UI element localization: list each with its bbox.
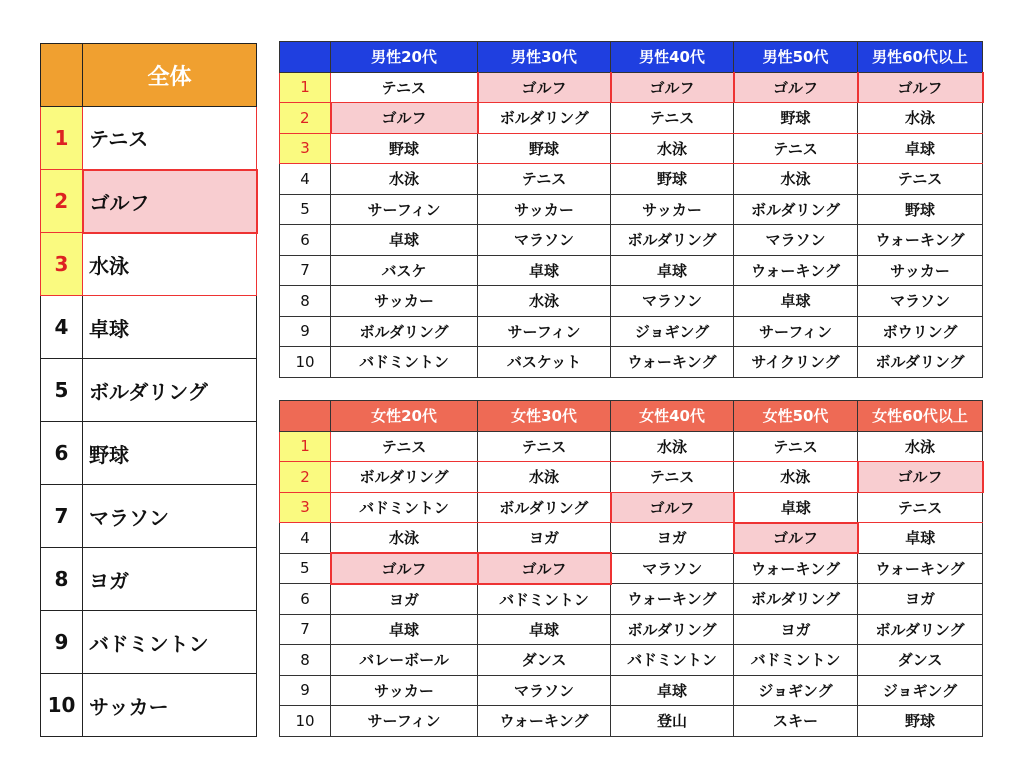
male-rank: 3 <box>280 133 331 164</box>
overall-row <box>41 548 257 611</box>
male-sport-cell: 水泳 <box>734 164 858 195</box>
female-header-20s: 女性20代 <box>331 401 478 432</box>
female-sport-cell: バレーボール <box>331 645 478 676</box>
female-sport-cell: サーフィン <box>331 706 478 737</box>
female-row <box>280 675 983 706</box>
male-row <box>280 255 983 286</box>
male-header-30s: 男性30代 <box>478 42 611 73</box>
male-sport-cell: ゴルフ <box>331 103 478 134</box>
male-sport-cell: 水泳 <box>331 164 478 195</box>
overall-rank: 6 <box>41 422 83 485</box>
male-sport-cell: テニス <box>734 133 858 164</box>
male-row <box>280 347 983 378</box>
female-header-40s: 女性40代 <box>611 401 734 432</box>
female-sport-cell: テニス <box>858 492 983 523</box>
male-sport-cell: マラソン <box>611 286 734 317</box>
male-header-40s: 男性40代 <box>611 42 734 73</box>
male-row <box>280 286 983 317</box>
male-sport-cell: 水泳 <box>611 133 734 164</box>
male-sport-cell: マラソン <box>478 225 611 256</box>
male-sport-cell: テニス <box>331 72 478 103</box>
female-sport-cell: ウォーキング <box>858 553 983 584</box>
female-sport-cell: 水泳 <box>611 431 734 462</box>
female-row <box>280 462 983 493</box>
male-sport-cell: 水泳 <box>478 286 611 317</box>
female-sport-cell: ボルダリング <box>734 584 858 615</box>
female-sport-cell: バドミントン <box>331 492 478 523</box>
female-row <box>280 431 983 462</box>
male-sport-cell: テニス <box>478 164 611 195</box>
male-sport-cell: ボルダリング <box>478 103 611 134</box>
female-sport-cell: ゴルフ <box>331 553 478 584</box>
female-sport-cell: ボルダリング <box>331 462 478 493</box>
female-sport-cell: ボルダリング <box>611 614 734 645</box>
overall-rank: 4 <box>41 296 83 359</box>
female-sport-cell: ボルダリング <box>858 614 983 645</box>
female-rank-header-cell <box>280 401 331 432</box>
male-rank: 1 <box>280 72 331 103</box>
female-rank: 7 <box>280 614 331 645</box>
female-header-30s: 女性30代 <box>478 401 611 432</box>
female-sport-cell: 卓球 <box>478 614 611 645</box>
male-sport-cell: ボウリング <box>858 316 983 347</box>
male-sport-cell: マラソン <box>734 225 858 256</box>
overall-sport: バドミントン <box>83 611 257 674</box>
male-header-20s: 男性20代 <box>331 42 478 73</box>
male-rank: 2 <box>280 103 331 134</box>
female-rank: 1 <box>280 431 331 462</box>
male-row <box>280 225 983 256</box>
overall-rank-header <box>41 44 83 107</box>
male-sport-cell: ゴルフ <box>478 72 611 103</box>
female-sport-cell: サッカー <box>331 675 478 706</box>
male-rank: 10 <box>280 347 331 378</box>
male-sport-cell: サーフィン <box>478 316 611 347</box>
female-sport-cell: ヨガ <box>858 584 983 615</box>
female-rank: 3 <box>280 492 331 523</box>
male-sport-cell: テニス <box>858 164 983 195</box>
overall-sport: 野球 <box>83 422 257 485</box>
female-sport-cell: テニス <box>611 462 734 493</box>
female-sport-cell: ボルダリング <box>478 492 611 523</box>
female-rank: 4 <box>280 523 331 554</box>
female-sport-cell: ゴルフ <box>478 553 611 584</box>
overall-row <box>41 170 257 233</box>
overall-sport: マラソン <box>83 485 257 548</box>
male-sport-cell: サーフィン <box>734 316 858 347</box>
male-sport-cell: 野球 <box>331 133 478 164</box>
female-row <box>280 706 983 737</box>
female-sport-cell: 水泳 <box>478 462 611 493</box>
female-sport-cell: 登山 <box>611 706 734 737</box>
male-sport-cell: ウォーキング <box>734 255 858 286</box>
male-sport-cell: 水泳 <box>858 103 983 134</box>
overall-title: 全体 <box>83 44 257 107</box>
overall-row <box>41 107 257 170</box>
male-sport-cell: 野球 <box>611 164 734 195</box>
male-sport-cell: バドミントン <box>331 347 478 378</box>
male-sport-cell: サイクリング <box>734 347 858 378</box>
overall-rank: 2 <box>41 170 83 233</box>
male-header-60s-plus: 男性60代以上 <box>858 42 983 73</box>
overall-sport: ヨガ <box>83 548 257 611</box>
male-rank: 6 <box>280 225 331 256</box>
male-sport-cell: サッカー <box>858 255 983 286</box>
male-rank: 5 <box>280 194 331 225</box>
overall-sport: 水泳 <box>83 233 257 296</box>
female-sport-cell: ダンス <box>478 645 611 676</box>
male-header-50s: 男性50代 <box>734 42 858 73</box>
overall-rank: 9 <box>41 611 83 674</box>
female-header-50s: 女性50代 <box>734 401 858 432</box>
male-sport-cell: サッカー <box>611 194 734 225</box>
overall-row <box>41 296 257 359</box>
male-sport-cell: 卓球 <box>611 255 734 286</box>
male-ranking-table <box>279 41 984 378</box>
female-sport-cell: テニス <box>478 431 611 462</box>
male-rank: 7 <box>280 255 331 286</box>
female-ranking-table <box>279 400 984 737</box>
male-sport-cell: サッカー <box>331 286 478 317</box>
male-sport-cell: テニス <box>611 103 734 134</box>
male-sport-cell: サッカー <box>478 194 611 225</box>
female-row <box>280 584 983 615</box>
overall-sport: テニス <box>83 107 257 170</box>
overall-sport: サッカー <box>83 674 257 737</box>
female-sport-cell: 卓球 <box>858 523 983 554</box>
female-sport-cell: 野球 <box>858 706 983 737</box>
male-sport-cell: 野球 <box>858 194 983 225</box>
female-sport-cell: スキー <box>734 706 858 737</box>
male-sport-cell: 卓球 <box>734 286 858 317</box>
female-rank: 10 <box>280 706 331 737</box>
male-sport-cell: ゴルフ <box>858 72 983 103</box>
overall-rank: 8 <box>41 548 83 611</box>
female-sport-cell: ジョギング <box>734 675 858 706</box>
overall-row <box>41 485 257 548</box>
male-sport-cell: ウォーキング <box>611 347 734 378</box>
female-sport-cell: マラソン <box>478 675 611 706</box>
female-rank: 8 <box>280 645 331 676</box>
female-sport-cell: ヨガ <box>478 523 611 554</box>
female-sport-cell: ゴルフ <box>611 492 734 523</box>
female-sport-cell: バドミントン <box>734 645 858 676</box>
male-rank: 9 <box>280 316 331 347</box>
female-sport-cell: ウォーキング <box>734 553 858 584</box>
male-sport-cell: ゴルフ <box>611 72 734 103</box>
overall-sport: ボルダリング <box>83 359 257 422</box>
female-header-60s-plus: 女性60代以上 <box>858 401 983 432</box>
female-row <box>280 492 983 523</box>
male-row <box>280 164 983 195</box>
overall-rank: 1 <box>41 107 83 170</box>
male-row <box>280 133 983 164</box>
male-sport-cell: 卓球 <box>331 225 478 256</box>
overall-ranking-table <box>40 43 258 737</box>
overall-row <box>41 674 257 737</box>
female-sport-cell: ゴルフ <box>734 523 858 554</box>
female-rank: 2 <box>280 462 331 493</box>
male-rank: 4 <box>280 164 331 195</box>
male-sport-cell: サーフィン <box>331 194 478 225</box>
female-sport-cell: 水泳 <box>858 431 983 462</box>
overall-rank: 5 <box>41 359 83 422</box>
overall-row <box>41 611 257 674</box>
male-sport-cell: 卓球 <box>858 133 983 164</box>
male-rank: 8 <box>280 286 331 317</box>
female-sport-cell: 卓球 <box>611 675 734 706</box>
female-sport-cell: 卓球 <box>331 614 478 645</box>
female-sport-cell: 水泳 <box>734 462 858 493</box>
overall-row <box>41 359 257 422</box>
female-sport-cell: ジョギング <box>858 675 983 706</box>
male-row <box>280 194 983 225</box>
overall-sport: ゴルフ <box>83 170 257 233</box>
female-row <box>280 645 983 676</box>
female-sport-cell: テニス <box>734 431 858 462</box>
overall-rank: 7 <box>41 485 83 548</box>
male-sport-cell: 野球 <box>478 133 611 164</box>
overall-rank: 10 <box>41 674 83 737</box>
female-rank: 6 <box>280 584 331 615</box>
male-sport-cell: ボルダリング <box>858 347 983 378</box>
male-sport-cell: バスケ <box>331 255 478 286</box>
female-sport-cell: 水泳 <box>331 523 478 554</box>
female-sport-cell: ダンス <box>858 645 983 676</box>
female-sport-cell: マラソン <box>611 553 734 584</box>
female-sport-cell: ヨガ <box>734 614 858 645</box>
male-sport-cell: ジョギング <box>611 316 734 347</box>
male-sport-cell: 卓球 <box>478 255 611 286</box>
female-rank: 9 <box>280 675 331 706</box>
male-row <box>280 103 983 134</box>
female-sport-cell: ヨガ <box>331 584 478 615</box>
male-sport-cell: バスケット <box>478 347 611 378</box>
female-sport-cell: ゴルフ <box>858 462 983 493</box>
female-sport-cell: バドミントン <box>478 584 611 615</box>
female-sport-cell: ウォーキング <box>611 584 734 615</box>
male-sport-cell: ボルダリング <box>734 194 858 225</box>
overall-sport: 卓球 <box>83 296 257 359</box>
male-sport-cell: 野球 <box>734 103 858 134</box>
female-row <box>280 523 983 554</box>
male-sport-cell: マラソン <box>858 286 983 317</box>
female-sport-cell: ヨガ <box>611 523 734 554</box>
female-sport-cell: ウォーキング <box>478 706 611 737</box>
female-sport-cell: バドミントン <box>611 645 734 676</box>
overall-row <box>41 422 257 485</box>
female-sport-cell: 卓球 <box>734 492 858 523</box>
male-sport-cell: ウォーキング <box>858 225 983 256</box>
male-row <box>280 72 983 103</box>
overall-rank: 3 <box>41 233 83 296</box>
female-rank: 5 <box>280 553 331 584</box>
overall-row <box>41 233 257 296</box>
male-rank-header-cell <box>280 42 331 73</box>
male-sport-cell: ゴルフ <box>734 72 858 103</box>
female-row <box>280 553 983 584</box>
male-row <box>280 316 983 347</box>
male-sport-cell: ボルダリング <box>331 316 478 347</box>
male-sport-cell: ボルダリング <box>611 225 734 256</box>
female-row <box>280 614 983 645</box>
female-sport-cell: テニス <box>331 431 478 462</box>
